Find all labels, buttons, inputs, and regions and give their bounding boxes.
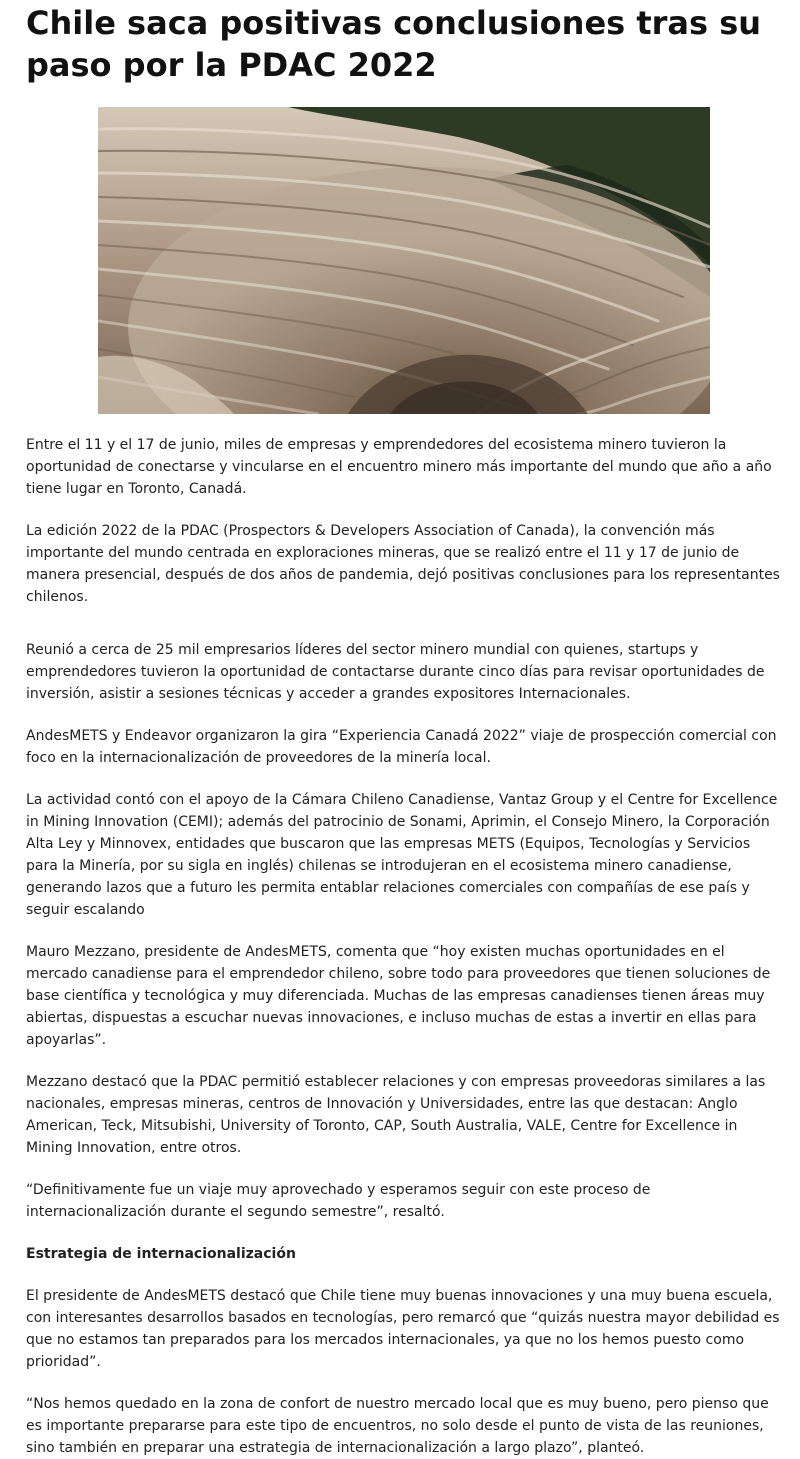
article-paragraph: Reunió a cerca de 25 mil empresarios líderes del sector minero mundial con quienes, startups y emprendedores tuvieron la oportunidad de contactarse durante cinco días para revisar oportunidades de inversión, asistir a sesiones técnicas y acceder a grandes expositores Internacionales.	[26, 642, 765, 702]
article-paragraph: El presidente de AndesMETS destacó que Chile tiene muy buenas innovaciones y una muy buena escuela, con interesantes desarrollos basados en tecnologías, pero remarcó que “quizás nuestra mayor debilidad es que no estamos tan preparados para los mercados internacionales, ya que no los hemos puesto como prioridad”.	[26, 1288, 780, 1370]
article-body	[26, 434, 782, 1459]
article-paragraph: La edición 2022 de la PDAC (Prospectors & Developers Association of Canada), la convención más importante del mundo centrada en exploraciones mineras, que se realizó entre el 11 y 17 de junio de manera presencial, después de dos años de pandemia, dejó positivas conclusiones para los representantes chilenos.	[26, 523, 780, 605]
article-paragraph: “Nos hemos quedado en la zona de confort de nuestro mercado local que es muy bueno, pero pienso que es importante prepararse para este tipo de encuentros, no solo desde el punto de vista de las reuniones, sino también en preparar una estrategia de internacionalización a largo plazo”, planteó.	[26, 1396, 769, 1456]
article-paragraph: Entre el 11 y el 17 de junio, miles de empresas y emprendedores del ecosistema minero tuvieron la oportunidad de conectarse y vincularse en el encuentro minero más importante del mundo que año a año tiene lugar en Toronto, Canadá.	[26, 437, 772, 497]
article-paragraph: La actividad contó con el apoyo de la Cámara Chileno Canadiense, Vantaz Group y el Centre for Excellence in Mining Innovation (CEMI); además del patrocinio de Sonami, Aprimin, el Consejo Minero, la Corporación Alta Ley y Minnovex, entidades que buscaron que las empresas METS (Equipos, Tecnologías y Servicios para la Minería, por su sigla en inglés) chilenas se introdujeran en el ecosistema minero canadiense, generando lazos que a futuro les permita entablar relaciones comerciales con compañías de ese país y seguir escalando	[26, 792, 778, 918]
section-heading: Estrategia de internacionalización	[26, 1246, 296, 1262]
article-paragraph: Mauro Mezzano, presidente de AndesMETS, comenta que “hoy existen muchas oportunidades en el mercado canadiense para el emprendedor chileno, sobre todo para proveedores que tienen soluciones de base científica y tecnológica y muy diferenciada. Muchas de las empresas canadienses tienen áreas muy abiertas, dispuestas a escuchar nuevas innovaciones, e incluso muchas de estas a invertir en ellas para apoyarlas”.	[26, 944, 771, 1048]
article-hero-image	[98, 107, 710, 414]
article-paragraph: AndesMETS y Endeavor organizaron la gira “Experiencia Canadá 2022” viaje de prospección comercial con foco en la internacionalización de proveedores de la minería local.	[26, 728, 777, 766]
article-paragraph: Mezzano destacó que la PDAC permitió establecer relaciones y con empresas proveedoras similares a las nacionales, empresas mineras, centros de Innovación y Universidades, entre las que destacan: Anglo American, Teck, Mitsubishi, University of Toronto, CAP, South Australia, VALE, Centre for Excellence in Mining Innovation, entre otros.	[26, 1074, 766, 1156]
article-title: Chile saca positivas conclusiones tras su paso por la PDAC 2022	[26, 4, 762, 84]
open-pit-mine-illustration	[98, 107, 710, 414]
article-paragraph: “Definitivamente fue un viaje muy aprovechado y esperamos seguir con este proceso de internacionalización durante el segundo semestre”, resaltó.	[26, 1182, 651, 1220]
